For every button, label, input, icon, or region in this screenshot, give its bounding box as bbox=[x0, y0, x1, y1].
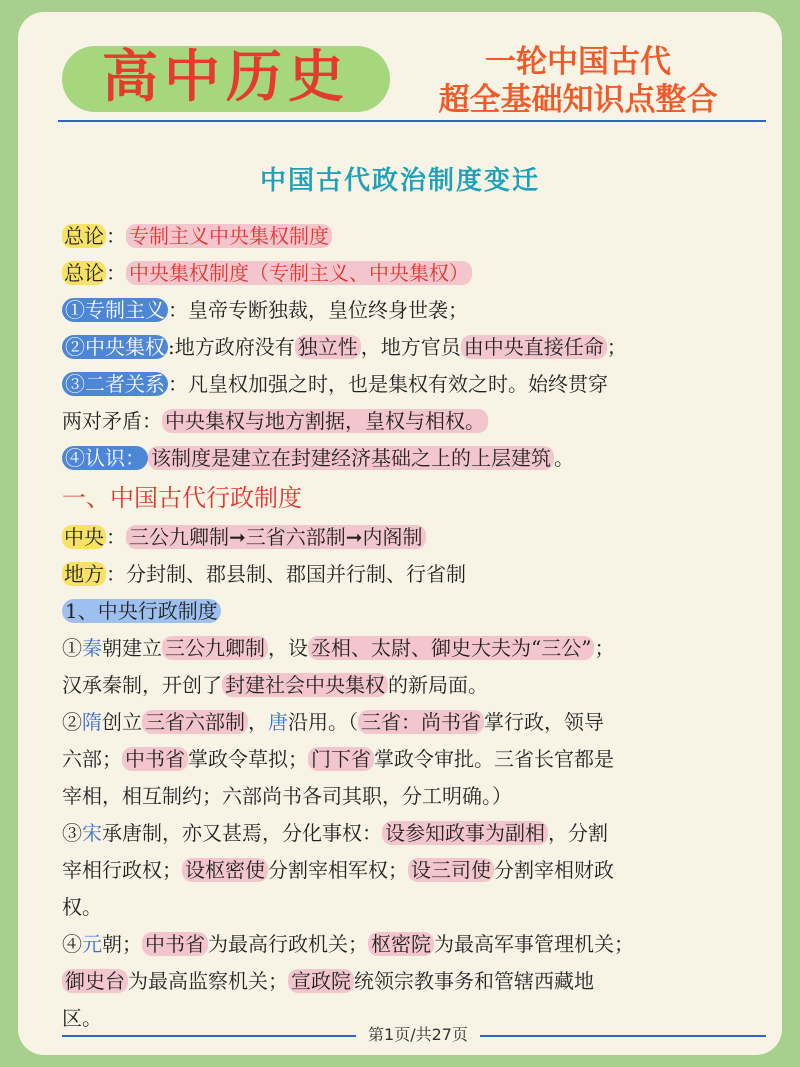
item-number: ③ bbox=[62, 821, 82, 845]
dynasty: 宋 bbox=[82, 821, 102, 845]
point-label: ①专制主义 bbox=[62, 298, 168, 322]
summary-line-1: 总论 ： 专制主义中央集权制度 bbox=[62, 218, 762, 255]
highlight: 设三司使 bbox=[408, 858, 494, 882]
item-text: 掌政令审批。三省长官都是 bbox=[374, 747, 614, 771]
highlight: 枢密院 bbox=[368, 932, 434, 956]
item-2 bbox=[62, 704, 762, 741]
item-text: 六部； bbox=[62, 747, 122, 771]
item-text: 朝； bbox=[102, 932, 142, 956]
point-text: 。 bbox=[554, 446, 574, 470]
subtitle-line-1: 一轮中国古代 bbox=[485, 44, 671, 80]
item-text: 宰相，相互制约；六部尚书各司其职，分工明确。） bbox=[62, 784, 512, 808]
highlight: 中央集权与地方割据，皇权与相权。 bbox=[162, 409, 488, 433]
footer-divider-left bbox=[62, 1035, 356, 1037]
page-title: 高中历史 bbox=[102, 45, 350, 110]
item-1 bbox=[62, 630, 762, 667]
point-label: ③二者关系 bbox=[62, 372, 168, 396]
dynasty: 唐 bbox=[268, 710, 288, 734]
summary-label: 总论 bbox=[64, 261, 104, 285]
item-text: 分割宰相军权； bbox=[268, 858, 408, 882]
item-text: ； bbox=[594, 636, 615, 660]
item-text: 为最高监察机关； bbox=[128, 969, 288, 993]
item-3 bbox=[62, 815, 762, 852]
highlight: 门下省 bbox=[308, 747, 374, 771]
item-text: 汉承秦制，开创了 bbox=[62, 673, 222, 697]
highlight: 三省：尚书省 bbox=[358, 710, 484, 734]
summary-text: 中央集权制度（专制主义、中央集权） bbox=[126, 261, 472, 285]
item-text: 分割宰相财政 bbox=[494, 858, 614, 882]
item-text: ，设 bbox=[268, 636, 308, 660]
highlight: 封建社会中央集权 bbox=[222, 673, 388, 697]
highlight: 该制度是建立在封建经济基础之上的上层建筑 bbox=[148, 446, 554, 470]
item-number: ① bbox=[62, 636, 82, 660]
item-1-cont bbox=[62, 667, 762, 704]
highlight: 中书省 bbox=[122, 747, 188, 771]
dynasty: 隋 bbox=[82, 710, 102, 734]
highlight: 三公九卿制 bbox=[162, 636, 268, 660]
local-line: 地方 ：分封制、郡县制、郡国并行制、行省制 bbox=[64, 562, 466, 586]
point-label: ②中央集权 bbox=[62, 335, 168, 359]
item-2-cont-2 bbox=[62, 778, 762, 815]
point-label: ④认识： bbox=[62, 446, 148, 470]
highlight: 丞相、太尉、御史大夫为“三公” bbox=[308, 636, 594, 660]
item-3-cont bbox=[62, 852, 762, 889]
highlight: 宣政院 bbox=[288, 969, 354, 993]
point-3: ③二者关系 ：凡皇权加强之时，也是集权有效之时。始终贯穿 bbox=[62, 366, 762, 403]
point-text: ； bbox=[606, 335, 627, 359]
item-text: 创立 bbox=[102, 710, 142, 734]
item-text: 掌政令草拟； bbox=[188, 747, 308, 771]
sub-heading-line bbox=[62, 593, 762, 630]
highlight: 中书省 bbox=[142, 932, 208, 956]
item-text: 的新局面。 bbox=[388, 673, 488, 697]
item-text: 承唐制，亦又甚焉，分化事权： bbox=[102, 821, 382, 845]
central-label: 中央 bbox=[64, 525, 104, 549]
highlight: 独立性 bbox=[295, 335, 361, 359]
item-text: 权。 bbox=[62, 895, 102, 919]
point-text: 两对矛盾： bbox=[62, 409, 162, 433]
central-text: 三公九卿制➞三省六部制➞内阁制 bbox=[126, 525, 426, 549]
highlight: 设参知政事为副相 bbox=[382, 821, 548, 845]
item-text: ， bbox=[248, 710, 268, 734]
highlight: 设枢密使 bbox=[182, 858, 268, 882]
item-3-cont-2 bbox=[62, 889, 762, 926]
header-divider bbox=[58, 120, 766, 122]
section-title: 中国古代政治制度变迁 bbox=[259, 166, 540, 196]
admin-heading: 一、中国古代行政制度 bbox=[62, 484, 302, 512]
page bbox=[18, 12, 782, 1055]
point-2: ②中央集权 :地方政府没有 独立性 ，地方官员 由中央直接任命 ； bbox=[62, 329, 762, 366]
point-1: ①专制主义 ：皇帝专断独裁，皇位终身世袭； bbox=[62, 292, 762, 329]
point-text: 凡皇权加强之时，也是集权有效之时。始终贯穿 bbox=[188, 372, 608, 396]
dynasty: 元 bbox=[82, 932, 102, 956]
item-text: 区。 bbox=[62, 1006, 102, 1030]
subtitle-line-2: 超全基础知识点整合 bbox=[438, 82, 718, 118]
highlight: 由中央直接任命 bbox=[461, 335, 607, 359]
highlight: 御史台 bbox=[62, 969, 128, 993]
item-number: ④ bbox=[62, 932, 82, 956]
point-text: 地方政府没有 bbox=[174, 335, 295, 359]
item-text: 为最高军事管理机关； bbox=[434, 932, 634, 956]
content bbox=[62, 218, 762, 1037]
summary-line-2: 总论 ： 中央集权制度（专制主义、中央集权） bbox=[62, 255, 762, 292]
central-line: 中央 ： 三公九卿制➞三省六部制➞内阁制 bbox=[62, 519, 762, 556]
sub-heading: 1、中央行政制度 bbox=[62, 599, 221, 623]
local-text: 分封制、郡县制、郡国并行制、行省制 bbox=[126, 562, 466, 586]
point-text: ，地方官员 bbox=[360, 335, 461, 359]
point-4 bbox=[62, 440, 762, 477]
item-4-cont bbox=[62, 963, 762, 1000]
item-number: ② bbox=[62, 710, 82, 734]
footer-divider-right bbox=[480, 1035, 766, 1037]
item-text: 沿用。（ bbox=[288, 710, 358, 734]
summary-text: 专制主义中央集权制度 bbox=[126, 224, 332, 248]
summary-label: 总论 bbox=[64, 224, 104, 248]
point-3-cont bbox=[62, 403, 762, 440]
item-text: 掌行政，领导 bbox=[484, 710, 604, 734]
point-text: 皇帝专断独裁，皇位终身世袭； bbox=[188, 298, 468, 322]
highlight: 三省六部制 bbox=[142, 710, 248, 734]
dynasty: 秦 bbox=[82, 636, 102, 660]
item-text: 宰相行政权； bbox=[62, 858, 182, 882]
page-number: 第1页/共27页 bbox=[368, 1025, 468, 1044]
local-label: 地方 bbox=[64, 562, 104, 586]
item-text: ，分割 bbox=[548, 821, 608, 845]
item-text: 统领宗教事务和管辖西藏地 bbox=[354, 969, 594, 993]
item-4 bbox=[62, 926, 762, 963]
item-text: 朝建立 bbox=[102, 636, 162, 660]
item-text: 为最高行政机关； bbox=[208, 932, 368, 956]
item-2-cont bbox=[62, 741, 762, 778]
